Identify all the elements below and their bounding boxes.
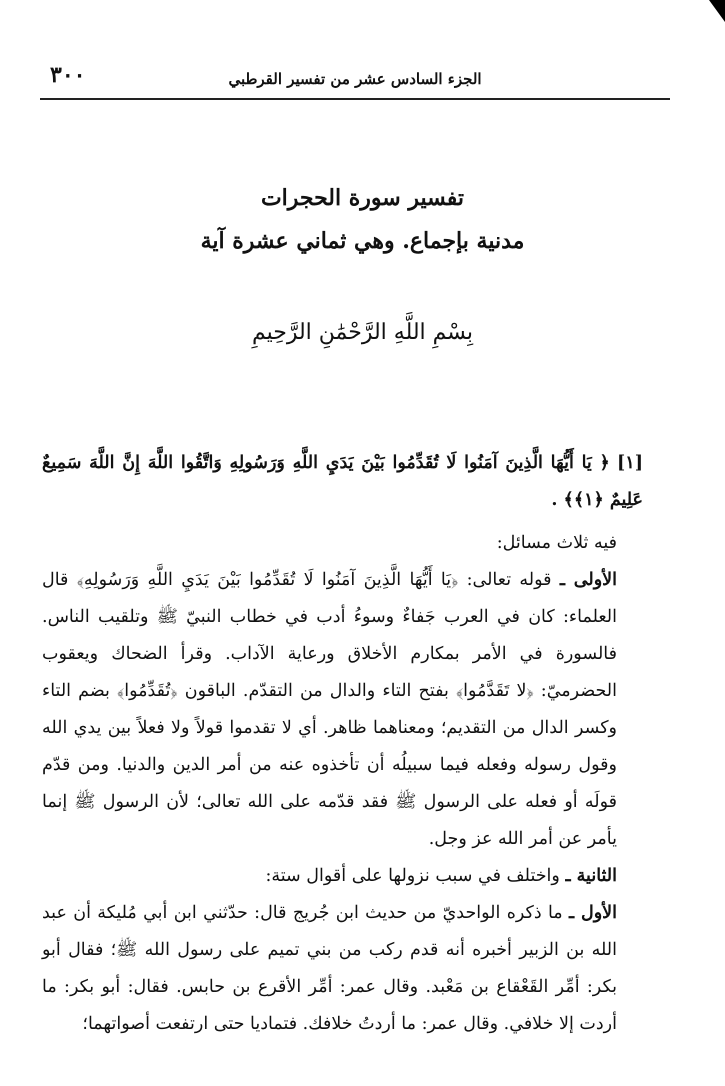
first-saying-text: ما ذكره الواحديّ من حديث ابن جُريج قال: حدّثني ابن أبي مُليكة أن عبد الله بن الزبير أخبره أنه قدم ركب من بني تميم على رسول الله ﷺ؛ فقال أبو بكر: أمِّر القَعْقاع بن مَعْبد. وقال عمر: أمِّر الأقرع بن حابس. فقال: أبو بكر: ما أردت إلا خلافي. وقال عمر: ما أردتُ خلافك. فتماديا حتى ارتفعت أصواتهما؛	[42, 903, 617, 1034]
verse-number: [١]	[617, 453, 643, 473]
page-header	[40, 58, 670, 100]
first-saying-paragraph	[42, 895, 643, 1043]
first-issue-text: قوله تعالى: ﴿يَا أَيُّهَا الَّذِينَ آمَنُوا لَا تُقَدِّمُوا بَيْنَ يَدَيِ اللَّهِ وَرَسُولِهِ﴾ قال العلماء: كان في العرب جَفاءٌ وسوءُ أدب في خطاب النبيّ ﷺ وتلقيب الناس. فالسورة في الأمر بمكارم الأخلاق ورعاية الآداب. وقرأ الضحاك ويعقوب الحضرميّ: ﴿لا تَقَدَّمُوا﴾ بفتح التاء والدال من التقدّم. الباقون ﴿تُقَدِّمُوا﴾ بضم التاء وكسر الدال من التقديم؛ ومعناهما ظاهر. أي لا تقدموا قولاً ولا فعلاً بين يدي الله وقول رسوله وفعله فيما سبيلُه أن تأخذوه عنه من أمر الدين والدنيا. ومن قدّم قولَه أو فعله على الرسول ﷺ فقد قدّمه على الله تعالى؛ لأن الرسول ﷺ إنما يأمر عن أمر الله عز وجل.	[42, 570, 617, 849]
basmala-calligraphy: بِسْمِ اللَّهِ الرَّحْمَٰنِ الرَّحِيمِ	[251, 320, 474, 345]
first-saying-lead: الأول ـ	[569, 903, 617, 923]
body-text	[42, 445, 643, 1043]
verse-line	[42, 445, 643, 519]
issues-intro: فيه ثلاث مسائل:	[496, 533, 617, 553]
running-title: الجزء السادس عشر من تفسير القرطبي	[228, 70, 482, 88]
corner-mark	[709, 0, 725, 22]
surah-subtitle: مدنية بإجماع. وهي ثماني عشرة آية	[200, 228, 525, 254]
second-issue-lead: الثانية ـ	[565, 866, 617, 886]
verse-text: ﴿ يَا أَيُّهَا الَّذِينَ آمَنُوا لَا تُقَدِّمُوا بَيْنَ يَدَيِ اللَّهِ وَرَسُولِهِ وَاتَّقُوا اللَّهَ إِنَّ اللَّهَ سَمِيعٌ عَلِيمٌ ﴿١﴾﴾ .	[42, 453, 643, 510]
page-number: ٣٠٠	[50, 62, 86, 88]
first-issue-paragraph	[42, 562, 643, 858]
surah-title: تفسير سورة الحجرات	[260, 185, 465, 211]
second-issue-paragraph	[42, 858, 643, 895]
first-issue-lead: الأولى ـ	[559, 570, 617, 590]
second-issue-text: واختلف في سبب نزولها على أقوال ستة:	[265, 866, 566, 886]
